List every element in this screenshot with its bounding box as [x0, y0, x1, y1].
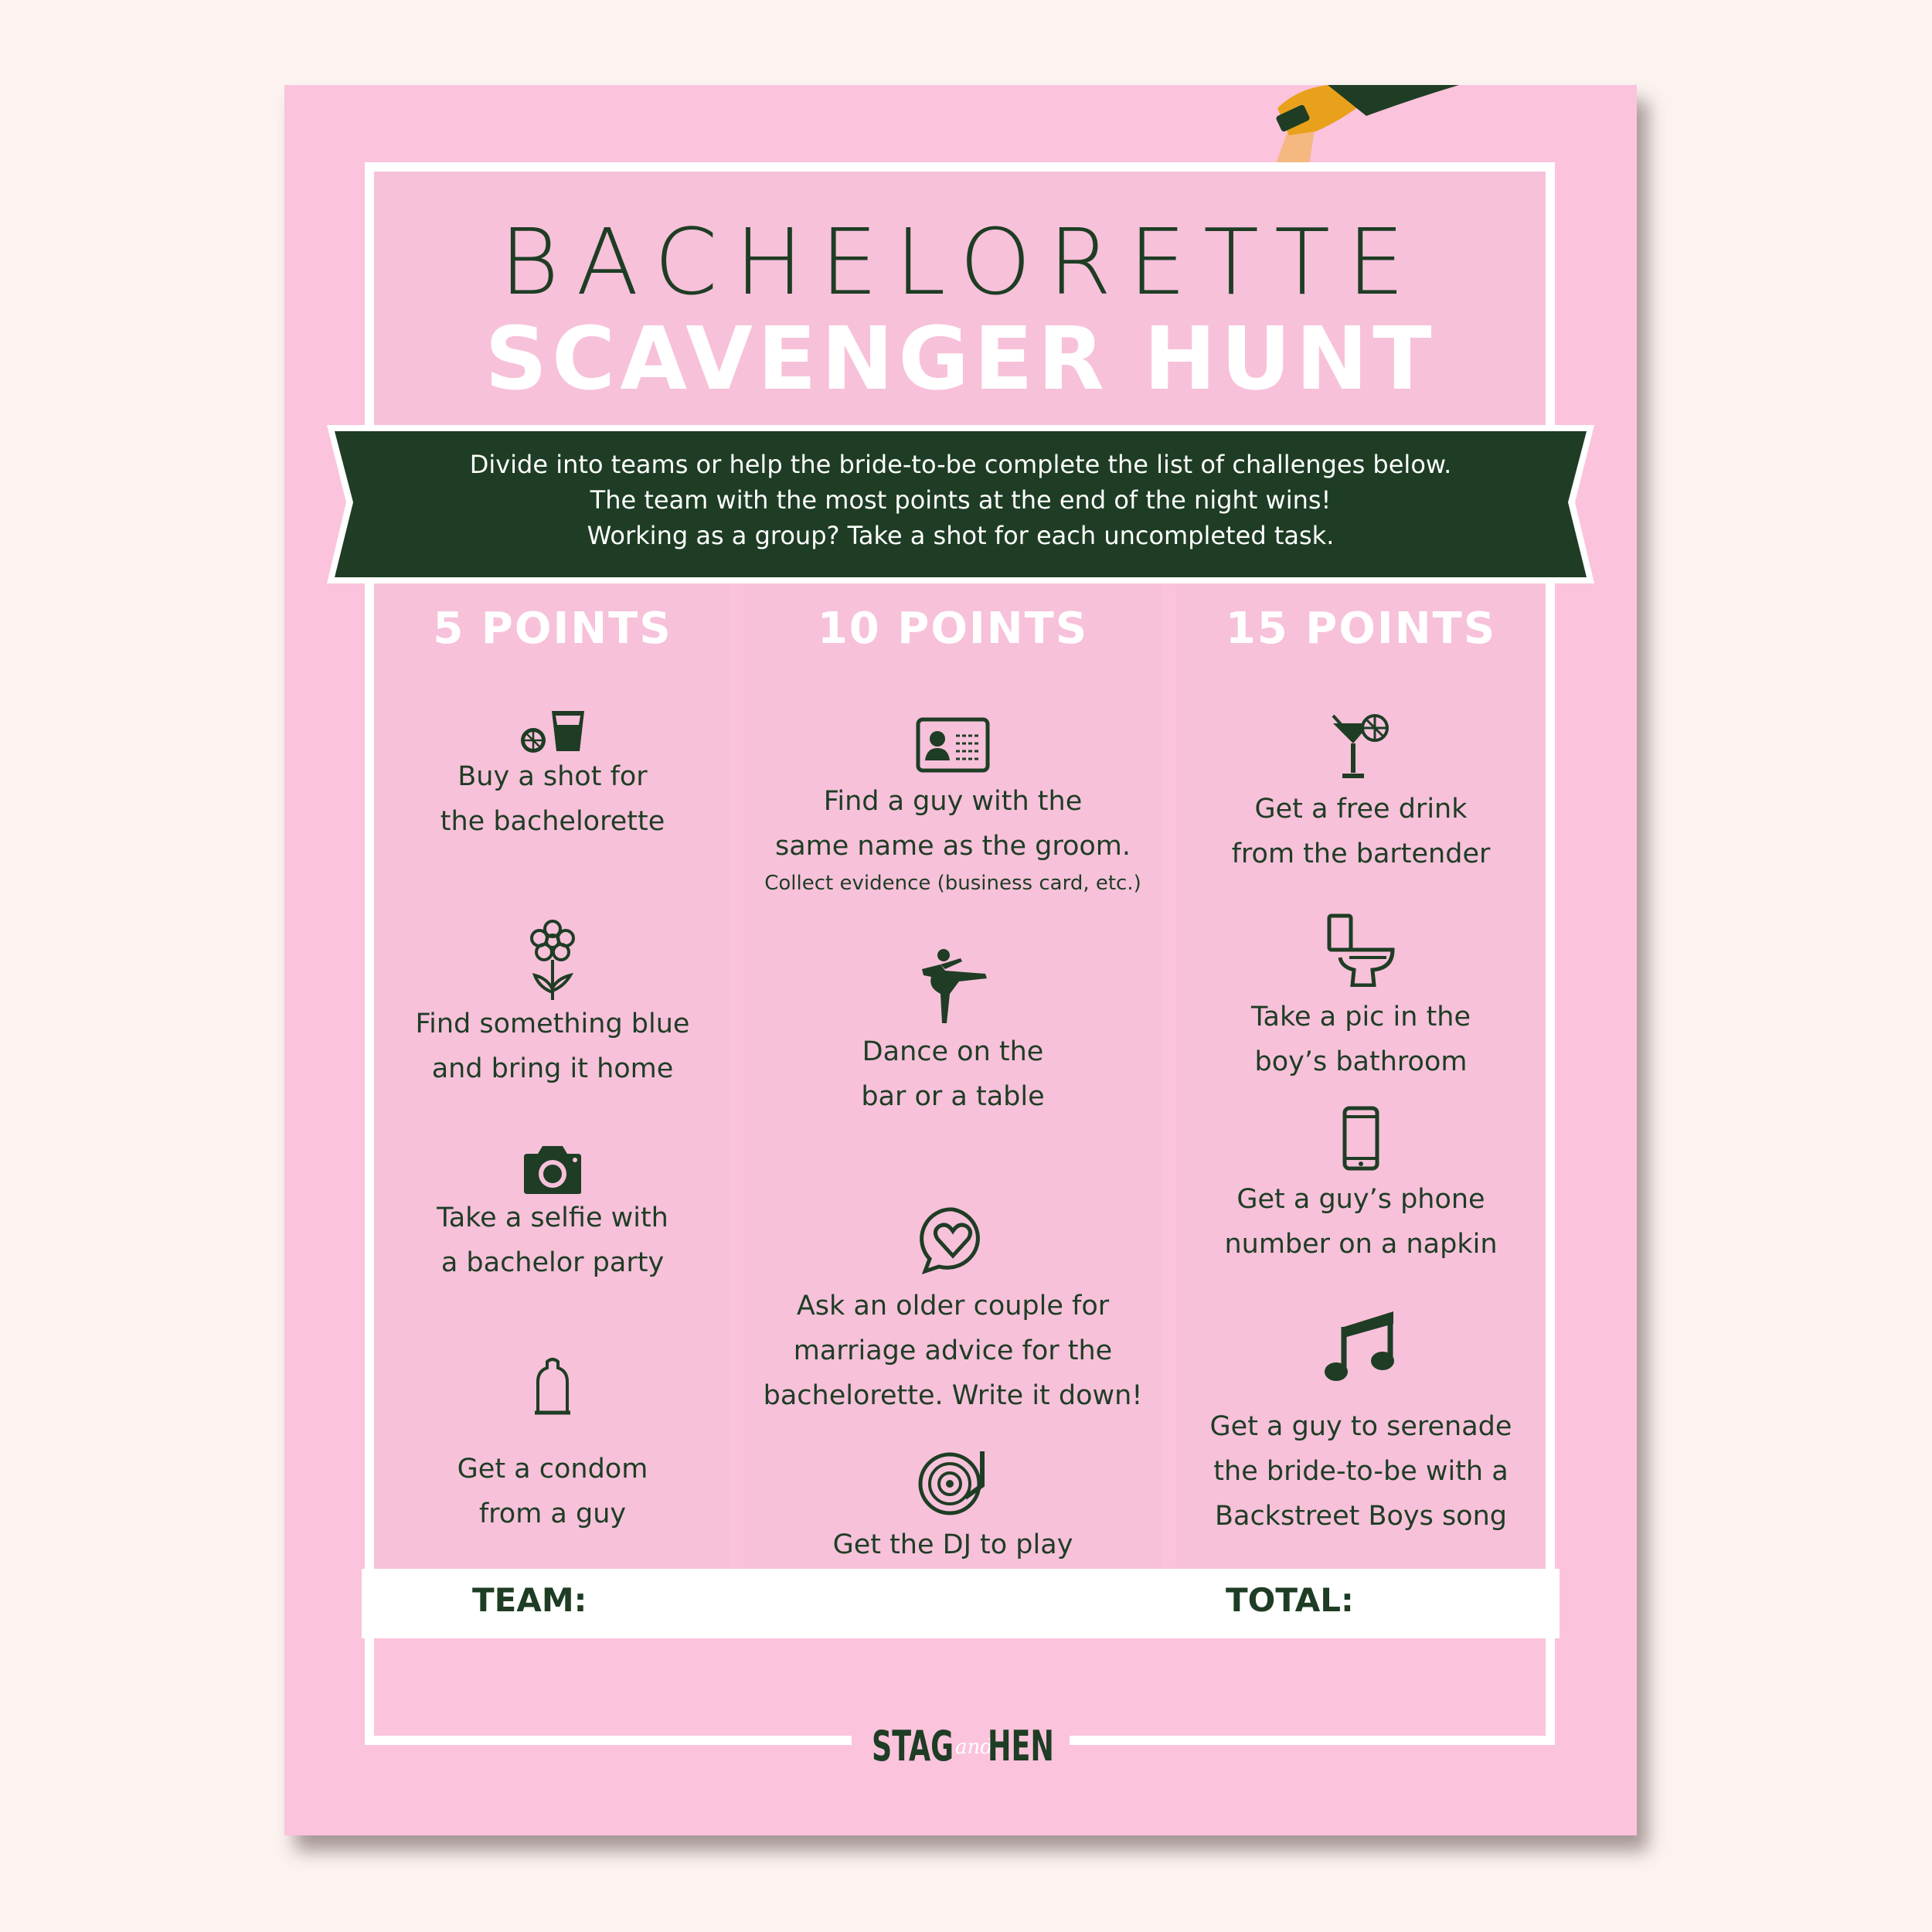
music-note-icon: [1322, 1307, 1400, 1384]
challenge-item: [743, 717, 1162, 898]
challenge-text: Take a selfie with: [437, 1202, 668, 1233]
challenge-text: Get the DJ to play: [832, 1529, 1073, 1560]
challenge-item: [374, 708, 731, 844]
challenge-text: a bachelor party: [440, 1247, 665, 1278]
challenge-item: [374, 1145, 731, 1285]
challenge-text: Find a guy with the: [823, 786, 1083, 817]
total-label: TOTAL:: [1226, 1581, 1354, 1619]
challenge-text: Backstreet Boys song: [1214, 1501, 1507, 1532]
challenge-text: Buy a shot for: [457, 761, 648, 792]
challenge-text: boy’s bathroom: [1254, 1046, 1468, 1077]
condom-icon: [533, 1357, 572, 1416]
challenge-text: Take a pic in the: [1250, 1002, 1471, 1032]
instructions-line: The team with the most points at the end of the night wins!: [590, 485, 1332, 515]
column-5-points: [374, 584, 731, 1569]
title-line-1: BACHELORETTE: [499, 209, 1422, 315]
dancer-icon: [914, 947, 992, 1025]
shot-glass-icon: [518, 708, 587, 754]
logo-hen: HEN: [988, 1722, 1054, 1770]
challenge-text: marriage advice for the: [793, 1335, 1113, 1366]
title-line-2: SCAVENGER HUNT: [485, 309, 1437, 410]
challenge-item: [1176, 714, 1546, 876]
challenge-item: [374, 1357, 731, 1536]
challenge-text: Get a guy to serenade: [1209, 1411, 1512, 1442]
column-10-points: [743, 584, 1162, 1569]
challenge-item: [743, 947, 1162, 1119]
logo-and: and: [955, 1736, 993, 1759]
challenge-text: the bride-to-be with a: [1213, 1456, 1509, 1487]
instructions-text: [400, 447, 1521, 553]
id-card-icon: [916, 717, 990, 773]
toilet-icon: [1326, 913, 1396, 987]
challenge-text: Find something blue: [415, 1009, 690, 1039]
column-heading: 10 POINTS: [817, 604, 1089, 654]
phone-icon: [1342, 1106, 1380, 1171]
camera-icon: [521, 1145, 584, 1196]
challenge-text: Get a free drink: [1254, 794, 1468, 825]
challenge-text: the bachelorette: [440, 806, 665, 837]
champagne-bottle-icon: [1243, 85, 1575, 170]
challenge-text: bar or a table: [861, 1081, 1045, 1112]
challenge-text: Ask an older couple for: [796, 1291, 1110, 1321]
cocktail-icon: [1330, 714, 1392, 779]
heart-chat-icon: [919, 1206, 987, 1274]
challenge-item: [1176, 913, 1546, 1084]
record-player-icon: [917, 1450, 988, 1516]
challenge-text: bachelorette. Write it down!: [763, 1380, 1143, 1411]
challenge-text: and bring it home: [431, 1053, 674, 1084]
challenge-item: [743, 1206, 1162, 1418]
challenge-text: from a guy: [478, 1498, 627, 1529]
challenge-text: Dance on the: [862, 1036, 1044, 1067]
challenge-text: number on a napkin: [1224, 1229, 1498, 1260]
challenge-note: Collect evidence (business card, etc.): [764, 872, 1141, 895]
challenge-item: [1176, 1106, 1546, 1267]
challenge-text: from the bartender: [1231, 838, 1491, 869]
logo-stag: STAG: [872, 1722, 954, 1770]
challenge-item: [1176, 1307, 1546, 1539]
instructions-line: Working as a group? Take a shot for each uncompleted task.: [587, 521, 1335, 550]
column-heading: 5 POINTS: [433, 604, 672, 654]
stag-and-hen-logo: [872, 1722, 1065, 1782]
challenge-text: Get a guy’s phone: [1236, 1184, 1485, 1215]
challenge-text: Get a condom: [457, 1454, 648, 1485]
instructions-line: Divide into teams or help the bride-to-be complete the list of challenges below.: [469, 450, 1452, 479]
scavenger-hunt-card: [284, 85, 1637, 1835]
column-heading: 15 POINTS: [1225, 604, 1497, 654]
challenge-text: same name as the groom.: [774, 831, 1131, 862]
challenge-item: [374, 917, 731, 1091]
column-15-points: [1176, 584, 1546, 1569]
flower-icon: [526, 917, 580, 1002]
team-label: TEAM:: [472, 1581, 587, 1619]
